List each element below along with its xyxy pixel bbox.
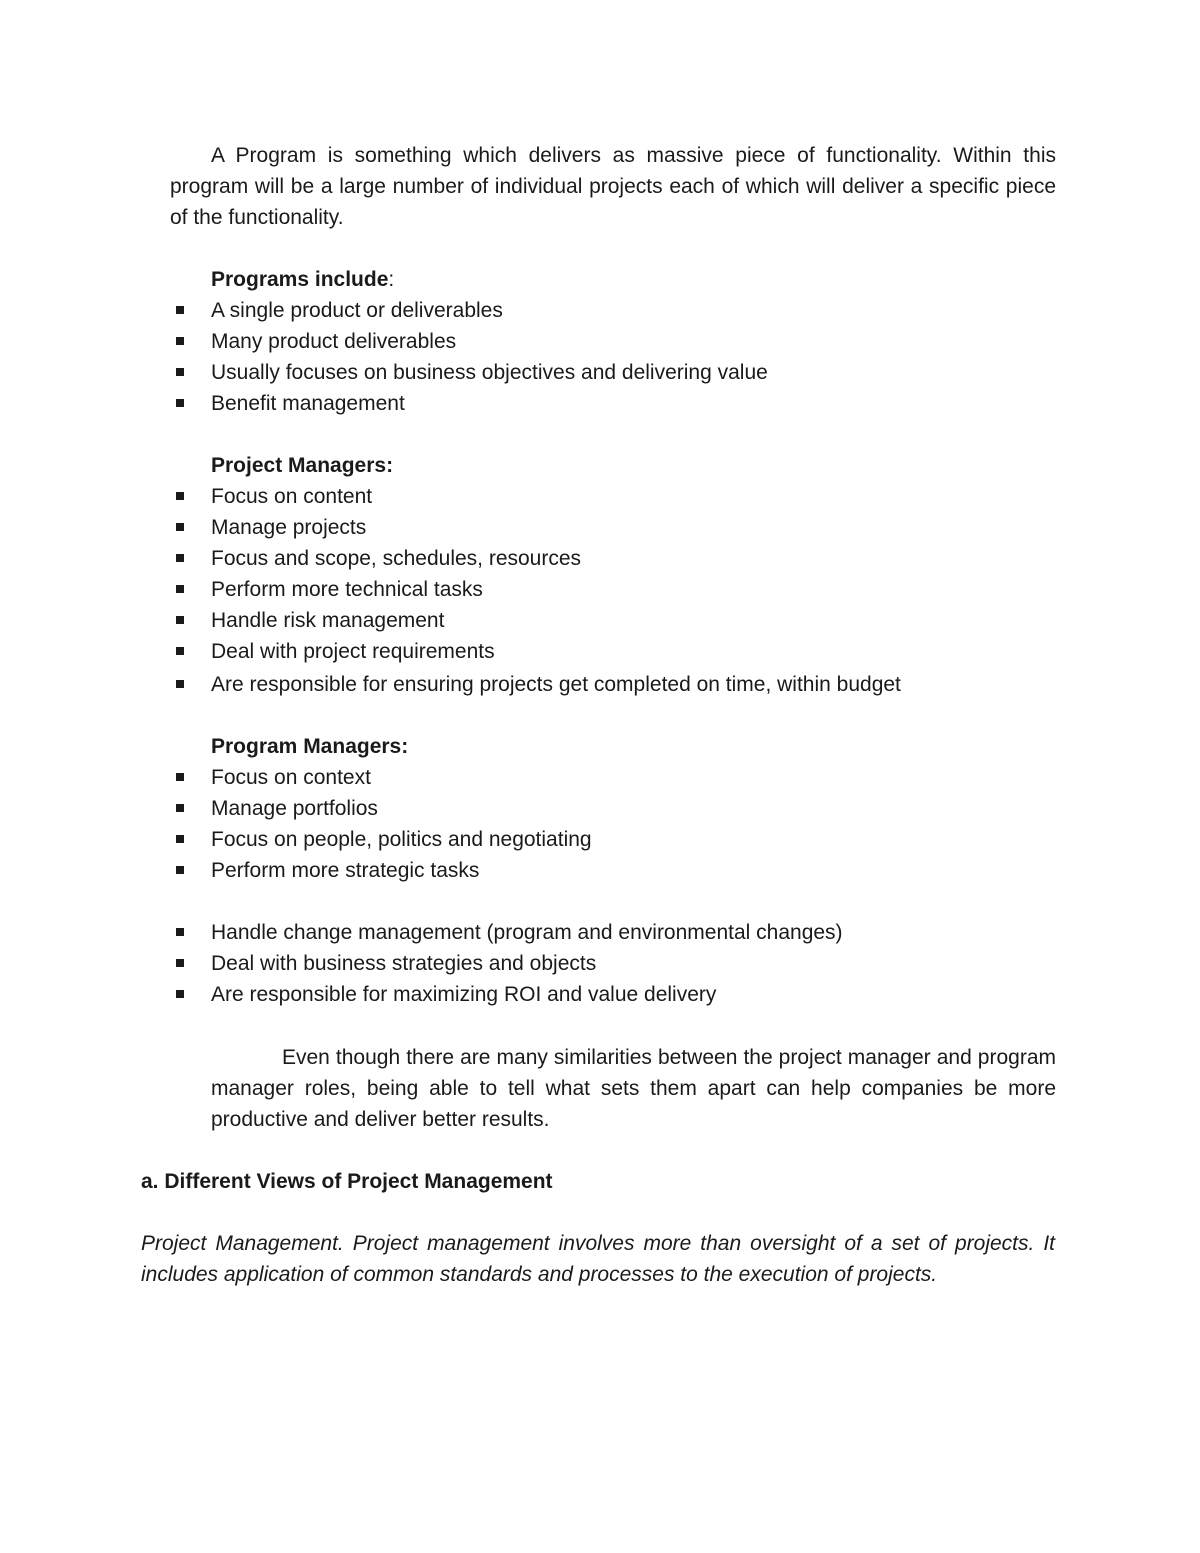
list-item-text: Focus on content — [211, 485, 373, 508]
square-bullet-icon — [176, 990, 184, 998]
list-item-text: Are responsible for ensuring projects get completed on time, within budget — [211, 673, 901, 696]
intro-paragraph: A Program is something which delivers as massive piece of functionality. Within this program will be a large number of individual projects each of which will deliver a specific piece of the functionality. — [170, 144, 1056, 229]
list-item-text: Deal with business strategies and objects — [211, 952, 597, 975]
square-bullet-icon — [176, 959, 184, 967]
square-bullet-icon — [176, 492, 184, 500]
square-bullet-icon — [176, 306, 184, 314]
project-management-paragraph: Project Management. Project management involves more than oversight of a set of projects. It includes application of common standards and processes to the execution of projects. — [141, 1232, 1055, 1286]
list-item-text: Focus on context — [211, 766, 371, 789]
square-bullet-icon — [176, 399, 184, 407]
list-item-text: Focus on people, politics and negotiating — [211, 828, 592, 851]
square-bullet-icon — [176, 554, 184, 562]
square-bullet-icon — [176, 866, 184, 874]
list-item-text: Handle change management (program and environmental changes) — [211, 921, 843, 944]
closing-paragraph: Even though there are many similarities between the project manager and program manager roles, being able to tell what sets them apart can help companies be more productive and deliver better results. — [211, 1046, 1056, 1131]
program-managers-heading: Program Managers: — [211, 735, 409, 758]
square-bullet-icon — [176, 585, 184, 593]
list-item-text: Benefit management — [211, 392, 405, 415]
project-managers-heading: Project Managers: — [211, 454, 394, 477]
square-bullet-icon — [176, 804, 184, 812]
square-bullet-icon — [176, 680, 184, 688]
programs-include-heading-text: Programs include — [211, 268, 389, 291]
list-item-text: Handle risk management — [211, 609, 445, 632]
list-item-text: Perform more strategic tasks — [211, 859, 480, 882]
square-bullet-icon — [176, 835, 184, 843]
programs-include-heading-colon: : — [388, 268, 395, 291]
square-bullet-icon — [176, 773, 184, 781]
square-bullet-icon — [176, 647, 184, 655]
list-item-text: Many product deliverables — [211, 330, 457, 353]
list-item-text: Are responsible for maximizing ROI and value delivery — [211, 983, 717, 1006]
section-a-heading: a. Different Views of Project Management — [141, 1170, 553, 1193]
square-bullet-icon — [176, 368, 184, 376]
list-item-text: A single product or deliverables — [211, 299, 503, 322]
list-item-text: Manage projects — [211, 516, 367, 539]
list-item-text: Deal with project requirements — [211, 640, 495, 663]
square-bullet-icon — [176, 616, 184, 624]
list-item-text: Perform more technical tasks — [211, 578, 483, 601]
square-bullet-icon — [176, 928, 184, 936]
list-item-text: Manage portfolios — [211, 797, 378, 820]
square-bullet-icon — [176, 523, 184, 531]
square-bullet-icon — [176, 337, 184, 345]
list-item-text: Focus and scope, schedules, resources — [211, 547, 582, 570]
programs-include-heading — [211, 264, 394, 295]
list-item-text: Usually focuses on business objectives and delivering value — [211, 361, 768, 384]
